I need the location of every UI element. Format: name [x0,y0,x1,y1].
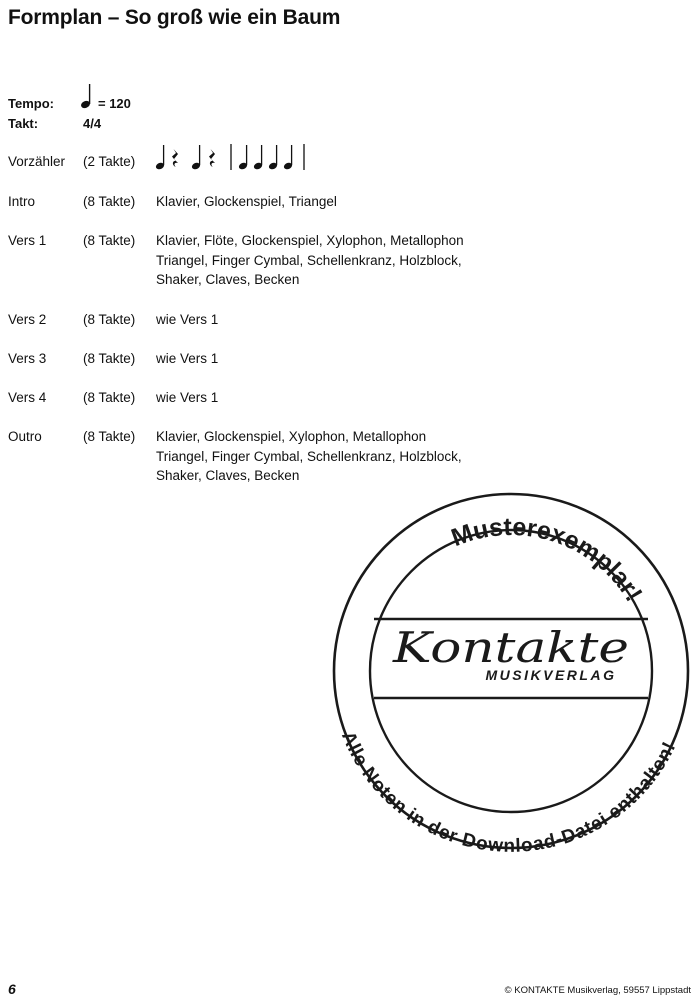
tempo-value: = 120 [98,96,131,111]
instrument-line: Shaker, Claves, Becken [156,272,300,287]
section-name: Vers 2 [8,312,47,327]
instrument-line: Klavier, Flöte, Glockenspiel, Xylophon, Metallophon [156,233,464,248]
section-instruments [156,349,218,369]
instrument-line: wie Vers 1 [156,390,219,405]
instrument-line: Triangel, Finger Cymbal, Schellenkranz, Holzblock, [156,252,462,268]
section-instruments [156,427,462,486]
section-bars: (8 Takte) [83,233,136,248]
instrument-line: wie Vers 1 [156,351,219,366]
section-instruments [156,231,464,290]
page-number: 6 [8,981,16,997]
section-bars: (8 Takte) [83,429,136,444]
instrument-line: Klavier, Glockenspiel, Xylophon, Metallophon [156,429,427,444]
stamp-bottom-textpath: Alle Noten in der Download-Datei enthalten! [337,728,681,857]
instrument-line: Triangel, Finger Cymbal, Schellenkranz, Holzblock, [156,448,462,464]
section-bars: (2 Takte) [83,154,136,169]
section-name: Outro [8,429,42,444]
sample-copy-stamp [330,490,692,857]
section-bars: (8 Takte) [83,390,136,405]
section-instruments [156,310,218,330]
count-in-rhythm-notation [150,140,310,172]
section-name: Vorzähler [8,154,66,169]
page-title: Formplan – So groß wie ein Baum [8,6,341,29]
takt-label: Takt: [8,116,39,131]
stamp-logo-sub: MUSIKVERLAG [485,667,617,683]
instrument-line: Shaker, Claves, Becken [156,468,300,483]
section-bars: (8 Takte) [83,351,136,366]
section-name: Vers 4 [8,390,47,405]
section-bars: (8 Takte) [83,194,136,209]
section-name: Vers 3 [8,351,47,366]
section-name: Vers 1 [8,233,47,248]
stamp-top-text: Musterexemplar! [447,512,648,607]
instrument-line: Klavier, Glockenspiel, Triangel [156,194,337,209]
takt-value: 4/4 [83,116,102,131]
section-instruments [156,192,337,212]
tempo-label: Tempo: [8,96,54,111]
instrument-line: wie Vers 1 [156,312,219,327]
section-bars: (8 Takte) [83,312,136,327]
section-instruments [156,388,218,408]
copyright-notice: © KONTAKTE Musikverlag, 59557 Lippstadt [504,985,691,996]
stamp-logo-main: Kontakte [391,623,629,672]
section-name: Intro [8,194,36,209]
quarter-note-icon [80,82,94,110]
